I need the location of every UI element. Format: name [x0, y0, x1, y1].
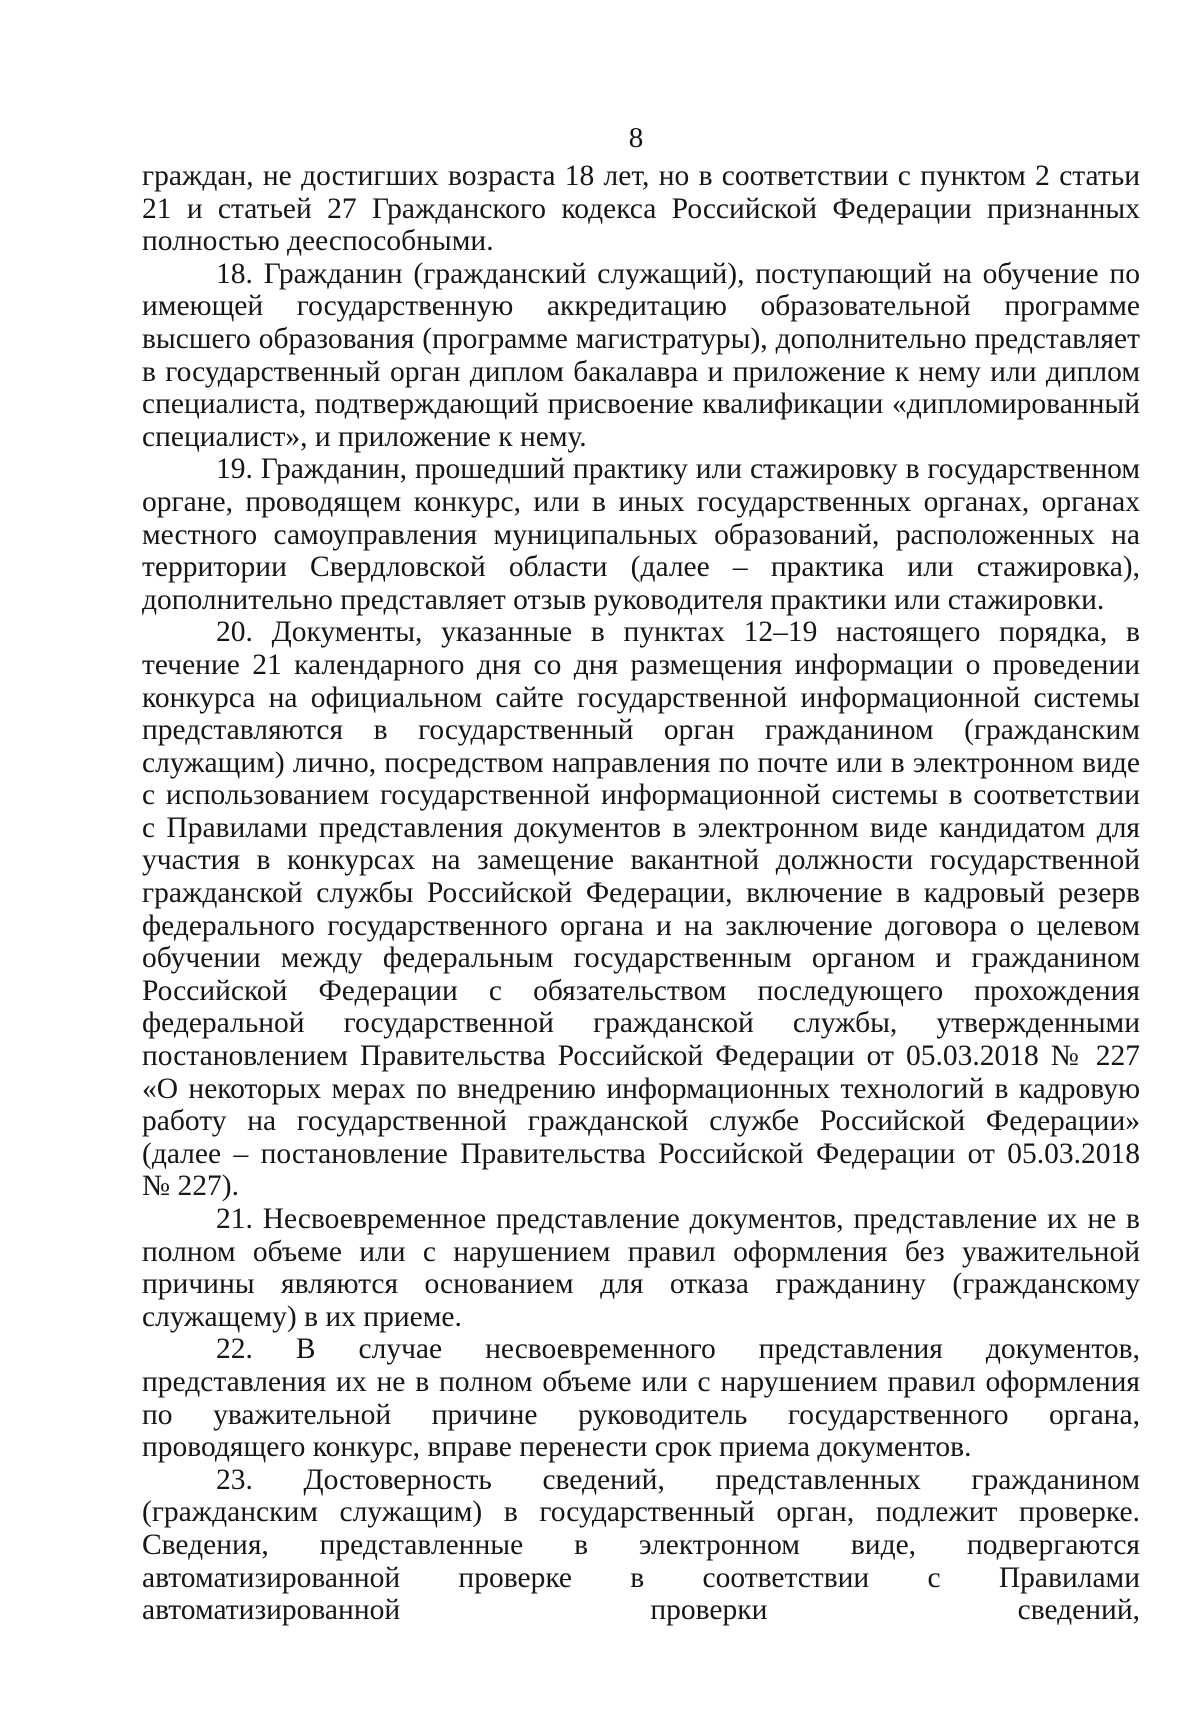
paragraph-19: 19. Гражданин, прошедший практику или стажировку в государственном органе, проводящем конкурс, или в иных государственных органах, органах местного самоуправления муниципальных образований, расположенных на территории Свердловской области (далее – практика или стажировка), дополнительно представляет отзыв руководителя практики или стажировки.: [142, 453, 1140, 616]
paragraph-18: 18. Гражданин (гражданский служащий), поступающий на обучение по имеющей государственную аккредитацию образовательной программе высшего образования (программе магистратуры), дополнительно представляет в государственный орган диплом бакалавра и приложение к нему или диплом специалиста, подтверждающий присвоение квалификации «дипломированный специалист», и приложение к нему.: [142, 257, 1140, 453]
paragraph-20: 20. Документы, указанные в пунктах 12–19 настоящего порядка, в течение 21 календарного дня со дня размещения информации о проведении конкурса на официальном сайте государственной информационной системы представляются в государственный орган гражданином (гражданским служащим) лично, посредством направления по почте или в электронном виде с использованием государственной информационной системы в соответствии с Правилами представления документов в электронном виде кандидатом для участия в конкурсах на замещение вакантной должности государственной гражданской службы Российской Федерации, включение в кадровый резерв федерального государственного органа и на заключение договора о целевом обучении между федеральным государственным органом и гражданином Российской Федерации с обязательством последующего прохождения федеральной государственной гражданской службы, утвержденными постановлением Правительства Российской Федерации от 05.03.2018 № 227 «О некоторых мерах по внедрению информационных технологий в кадровую работу на государственной гражданской службе Российской Федерации» (далее – постановление Правительства Российской Федерации от 05.03.2018 № 227).: [142, 616, 1140, 1203]
paragraph-17-continuation: граждан, не достигших возраста 18 лет, но в соответствии с пунктом 2 статьи 21 и статьей 27 Гражданского кодекса Российской Федерации признанных полностью дееспособными.: [142, 160, 1140, 258]
paragraph-21: 21. Несвоевременное представление документов, представление их не в полном объеме или с нарушением правил оформления без уважительной причины являются основанием для отказа гражданину (гражданскому служащему) в их приеме.: [142, 1203, 1140, 1333]
document-body: [142, 160, 1140, 1627]
page-number: 8: [628, 122, 644, 154]
paragraph-22: 22. В случае несвоевременного представления документов, представления их не в полном объеме или с нарушением правил оформления по уважительной причине руководитель государственного органа, проводящего конкурс, вправе перенести срок приема документов.: [142, 1333, 1140, 1464]
paragraph-23: 23. Достоверность сведений, представленных гражданином (гражданским служащим) в государственный орган, подлежит проверке. Сведения, представленные в электронном виде, подвергаются автоматизированной проверке в соответствии с Правилами автоматизированной проверки сведений,: [142, 1463, 1140, 1627]
